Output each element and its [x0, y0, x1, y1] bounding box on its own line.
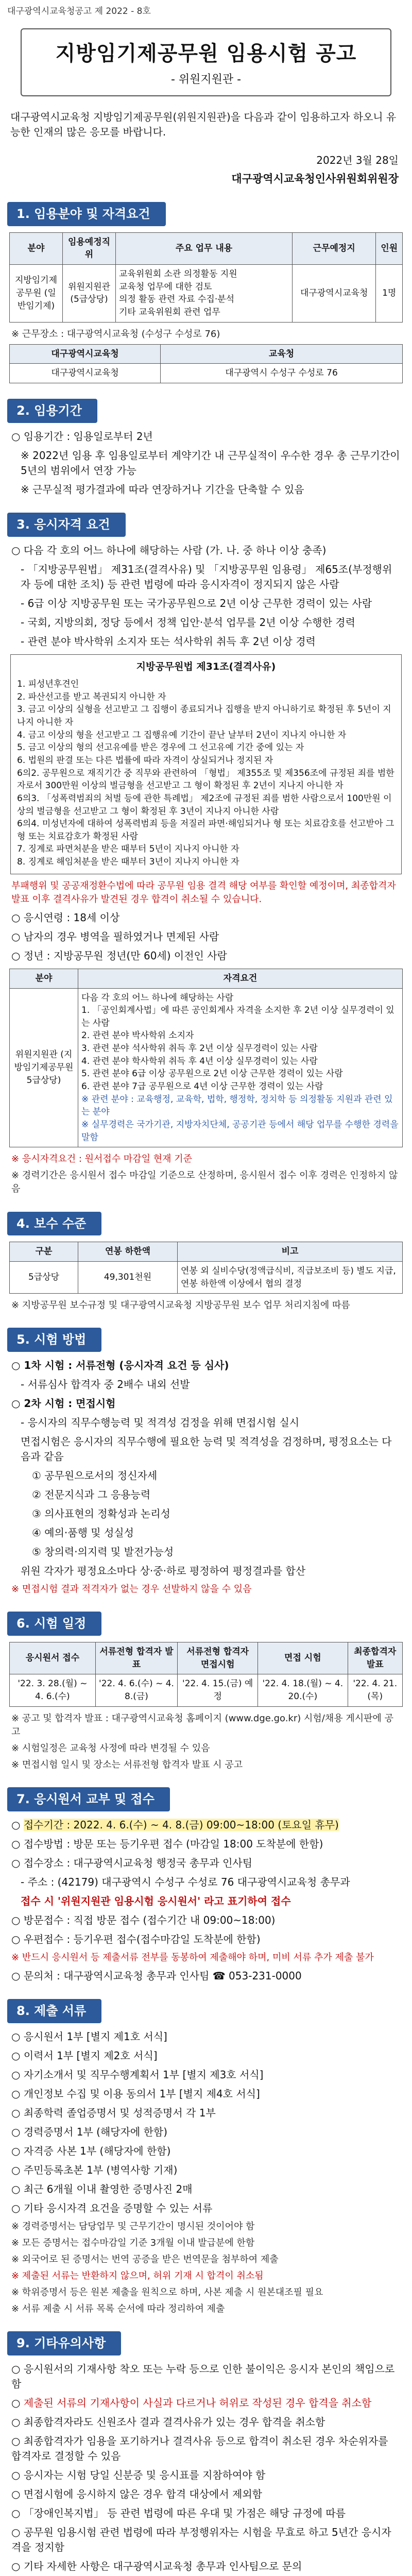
- qt-req-note: ※ 관련 분야 : 교육행정, 교육학, 법학, 행정학, 정치학 등 의정활동 지원과 관련 있는 분야: [81, 1094, 393, 1117]
- interview-criterion: ③ 의사표현의 정확성과 논리성: [32, 1507, 170, 1520]
- qt-th-field: 분야: [10, 969, 78, 988]
- cell-duties: [116, 265, 293, 323]
- sch-cell: '22. 3. 28.(월) ~ 4. 6.(수): [10, 1674, 96, 1706]
- schedule-note: ※ 시험일정은 교육청 사정에 따라 변경될 수 있음: [11, 1742, 210, 1754]
- apply-address: - 주소 : (42179) 대구광역시 수성구 수성로 76 대구광역시교육청 총무과: [21, 1875, 350, 1888]
- positions-table: [9, 232, 403, 323]
- term-item: ※ 근무실적 평가결과에 따라 연장하거나 기간을 단축할 수 있음: [21, 483, 304, 496]
- qt-field: 위원지원관 (지방임기제공무원 5급상당): [10, 988, 78, 1147]
- announce-date: 2022년 3월 28일: [316, 154, 399, 166]
- section-3-heading: 3. 응시자격 요건: [7, 513, 126, 537]
- disq-line: 8. 징계로 해임처분을 받은 때부터 3년이 지나지 아니한 자: [17, 857, 239, 868]
- th-field: 분야: [10, 232, 63, 264]
- section-9-heading: 9. 기타유의사항: [7, 2331, 121, 2355]
- doc-note: ※ 외국어로 된 증명서는 번역 공증을 받은 번역문을 첨부하여 제출: [11, 2253, 279, 2265]
- apply-item: ○ 접수방법 : 방문 또는 등기우편 접수 (마감일 18:00 도착분에 한함): [11, 1837, 323, 1850]
- exam-step-detail: - 서류심사 합격자 중 2배수 내외 선발: [21, 1378, 190, 1391]
- qt-req: 5. 관련 분야 6급 이상 공무원으로 2년 이상 근무한 경력이 있는 사람: [81, 1069, 343, 1079]
- qt-req-note: ※ 실무경력은 국가기관, 지방자치단체, 공공기관 등에서 해당 업무를 수행한 경력을 말함: [81, 1119, 399, 1143]
- section-6-heading: 6. 시험 일정: [7, 1612, 101, 1636]
- interview-note: ※ 면접시험 결과 적격자가 없는 경우 선발하지 않을 수 있음: [11, 1584, 252, 1595]
- doc-item: ○ 이력서 1부 [별지 제2호 서식]: [11, 2049, 158, 2062]
- disq-line: 4. 금고 이상의 형을 선고받고 그 집행유예 기간이 끝난 날부터 2년이 지나지 아니한 자: [17, 730, 347, 740]
- qual-intro: ○ 다음 각 호의 어느 하나에 해당하는 사람 (가. 나. 중 하나 이상 충족): [11, 544, 327, 556]
- sal-amount: 49,301천원: [78, 1261, 178, 1293]
- sch-th: 서류전형 합격자 면접시험: [178, 1642, 258, 1674]
- section-4-heading: 4. 보수 수준: [7, 1212, 101, 1236]
- military-item: ○ 남자의 경우 병역을 필하였거나 면제된 사람: [11, 930, 219, 943]
- doc-item: ○ 최근 6개월 이내 촬영한 증명사진 2매: [11, 2182, 193, 2195]
- duty-item: 교육청 업무에 대한 검토: [119, 281, 212, 292]
- qualification-table: [9, 969, 403, 1147]
- schedule-note: ※ 공고 및 합격자 발표 : 대구광역시교육청 홈페이지 (www.dge.go.kr) 시험/채용 게시판에 공고: [11, 1713, 393, 1737]
- qual-item: - 「지방공무원법」 제31조(결격사유) 및 「지방공무원 임용령」 제65조(부정행위자 등에 대한 조치) 등 관련 법령에 따라 응시자격이 정지되지 않은 사람: [21, 563, 392, 590]
- disq-line: 2. 파산선고를 받고 복권되지 아니한 자: [17, 691, 166, 702]
- sch-th: 응시원서 접수: [10, 1642, 96, 1674]
- notice-item: ○ 기타 자세한 사항은 대구광역시교육청 총무과 인사팀으로 문의: [11, 2560, 302, 2573]
- cell-location: 대구광역시교육청: [293, 265, 376, 323]
- sal-remark: 연봉 외 실비수당(정액급식비, 직급보조비 등) 별도 지급, 연봉 하한액 이상에서 협의 결정: [178, 1261, 403, 1293]
- th-location: 근무예정지: [293, 232, 376, 264]
- disq-line: 1. 피성년후견인: [17, 679, 79, 690]
- schedule-table: [9, 1642, 403, 1707]
- disq-warning: 부패행위 및 공공재정환수법에 따라 공무원 임용 결격 해당 여부를 확인할 예정이며, 최종합격자 발표 이후 결격사유가 발견된 경우 합격이 취소될 수 있습니다.: [11, 880, 396, 905]
- doc-item: ○ 응시원서 1부 [별지 제1호 서식]: [11, 2030, 167, 2043]
- doc-item: ○ 주민등록초본 1부 (병역사항 기재): [11, 2163, 178, 2176]
- doc-note: ※ 서류 제출 시 서류 목록 순서에 따라 정리하여 제출: [11, 2303, 225, 2315]
- doc-item: ○ 자기소개서 및 직무수행계획서 1부 [별지 제3호 서식]: [11, 2068, 264, 2081]
- section-2-heading: 2. 임용기간: [7, 399, 97, 423]
- intro-text: 대구광역시교육청 지방임기제공무원(위원지원관)을 다음과 같이 임용하고자 하오니 유능한 인재의 많은 응모를 바랍니다.: [10, 110, 397, 138]
- term-item: ※ 2022년 임용 후 임용일로부터 계약기간 내 근무실적이 우수한 경우 총 근무기간이 5년의 범위에서 연장 가능: [21, 449, 400, 477]
- exam-step-detail: - 응시자의 직무수행능력 및 적격성 검정을 위해 면접시험 실시: [21, 1416, 300, 1429]
- doc-note: ※ 경력증명서는 담당업무 및 근무기간이 명시된 것이어야 함: [11, 2221, 255, 2232]
- section-8-heading: 8. 제출 서류: [7, 1999, 101, 2023]
- table1-note: ※ 근무장소 : 대구광역시교육청 (수성구 수성로 76): [11, 328, 220, 340]
- notice-item: ○ 응시원서의 기재사항 착오 또는 누락 등으로 인한 불이익은 응시자 본인의 책임으로 함: [11, 2363, 395, 2391]
- qual-item: - 관련 분야 박사학위 소지자 또는 석사학위 취득 후 2년 이상 경력: [21, 635, 316, 648]
- announce-org: 대구광역시교육청인사위원회위원장: [231, 172, 399, 185]
- qt-req: 다음 각 호의 어느 하나에 해당하는 사람: [81, 992, 234, 1003]
- page-title: 지방임기제공무원 임용시험 공고: [55, 41, 357, 65]
- qt-req: 6. 관련 분야 7급 공무원으로 4년 이상 근무한 경력이 있는 사람: [81, 1081, 323, 1092]
- qt-req: 4. 관련 분야 학사학위 취득 후 4년 이상 실무경력이 있는 사람: [81, 1056, 318, 1066]
- disq-line: 6. 법원의 판결 또는 다른 법률에 따라 자격이 상실되거나 정지된 자: [17, 755, 273, 766]
- notice-item: ○ 「장애인복지법」 등 관련 법령에 따른 우대 및 가점은 해당 규정에 따름: [11, 2507, 346, 2520]
- loc-cell-2: 대구광역시 수성구 수성로 76: [161, 364, 403, 383]
- th-position: 임용예정직위: [63, 232, 116, 264]
- loc-th-2: 교육청: [161, 344, 403, 364]
- sal-th-2: 연봉 하한액: [78, 1242, 178, 1262]
- apply-emphasis: 접수 시 '위원지원관 임용시험 응시원서' 라고 표기하여 접수: [21, 1894, 291, 1907]
- apply-item: ○ 접수장소 : 대구광역시교육청 행정국 총무과 인사팀: [11, 1856, 253, 1869]
- sch-cell: '22. 4. 21.(목): [348, 1674, 402, 1706]
- loc-th-1: 대구광역시교육청: [10, 344, 161, 364]
- disqualification-title: 지방공무원법 제31조(결격사유): [136, 660, 276, 672]
- notice-item: ○ 면접시험에 응시하지 않은 경우 합격 대상에서 제외함: [11, 2488, 262, 2501]
- doc-note: ※ 모든 증명서는 접수마감일 기준 3개월 이내 발급분에 한함: [11, 2237, 255, 2248]
- section-7-heading: 7. 응시원서 교부 및 접수: [7, 1787, 170, 1811]
- th-count: 인원: [376, 232, 403, 264]
- sch-cell: '22. 4. 6.(수) ~ 4. 8.(금): [95, 1674, 177, 1706]
- apply-more: ○ 방문접수 : 직접 방문 접수 (접수기간 내 09:00~18:00): [11, 1913, 276, 1926]
- qual-date-note: ※ 응시자격요건 : 원서접수 마감일 현재 기준: [11, 1154, 193, 1165]
- cell-position: 위원지원관 (5급상당): [63, 265, 116, 323]
- age-item: ○ 응시연령 : 18세 이상: [11, 911, 120, 924]
- location-table: [9, 344, 403, 383]
- apply-more: ○ 우편접수 : 등기우편 접수(접수마감일 도착분에 한함): [11, 1933, 261, 1945]
- interview-criterion: ④ 예의·품행 및 성실성: [32, 1527, 134, 1539]
- disq-line: 3. 금고 이상의 실형을 선고받고 그 집행이 종료되거나 집행을 받지 아니하기로 확정된 후 5년이 지나지 아니한 자: [17, 704, 391, 728]
- salary-table: [9, 1242, 403, 1294]
- sch-cell: '22. 4. 15.(금) 예정: [178, 1674, 258, 1706]
- disq-line: 5. 금고 이상의 형의 선고유예를 받은 경우에 그 선고유예 기간 중에 있는 자: [17, 742, 304, 753]
- qual-item: - 6급 이상 지방공무원 또는 국가공무원으로 2년 이상 근무한 경력이 있는 사람: [21, 597, 372, 609]
- qt-th-req: 자격요건: [78, 969, 403, 988]
- duty-item: 기타 교육위원회 관련 업무: [119, 307, 220, 317]
- title-box: [21, 28, 391, 96]
- doc-item: ○ 개인정보 수집 및 이용 동의서 1부 [별지 제4호 서식]: [11, 2087, 260, 2100]
- sch-th: 최종합격자 발표: [348, 1642, 402, 1674]
- notice-item: ○ 응시자는 시험 당일 신분증 및 응시표를 지참하여야 함: [11, 2469, 266, 2482]
- th-duties: 주요 업무 내용: [116, 232, 293, 264]
- term-item: ○ 임용기간 : 임용일로부터 2년: [11, 430, 153, 443]
- disq-line: 6의2. 공무원으로 재직기간 중 직무와 관련하여 「형법」 제355조 및 제356조에 규정된 죄를 범한 자로서 300만원 이상의 벌금형을 선고받고 그 형이 확정된 후 2년이 지나지 아니한 자: [17, 768, 394, 791]
- apply-item: ○ 접수기간 : 2022. 4. 6.(수) ~ 4. 8.(금) 09:00~18:00 (토요일 휴무): [11, 1818, 339, 1831]
- schedule-note: ※ 면접시험 일시 및 장소는 서류전형 합격자 발표 시 공고: [11, 1759, 243, 1770]
- notice-item: ○ 공무원 임용시험 관련 법령에 따라 부정행위자는 시험을 무효로 하고 5년간 응시자격을 정지함: [11, 2526, 391, 2554]
- announcement-number: 대구광역시교육청공고 제 2022 - 8호: [7, 6, 151, 16]
- sch-cell: '22. 4. 18.(월) ~ 4. 20.(수): [258, 1674, 348, 1706]
- notice-item: ○ 제출된 서류의 기재사항이 사실과 다르거나 허위로 작성된 경우 합격을 취소함: [11, 2397, 372, 2410]
- exam-step: ○ 1차 시험 : 서류전형 (응시자격 요건 등 심사): [11, 1359, 229, 1372]
- doc-item: ○ 자격증 사본 1부 (해당자에 한함): [11, 2144, 171, 2157]
- notice-item: ○ 최종합격자가 임용을 포기하거나 결격사유 등으로 합격이 취소된 경우 차순위자를 합격자로 결정할 수 있음: [11, 2435, 388, 2463]
- sch-th: 면접 시험: [258, 1642, 348, 1674]
- interview-detail: 위원 각자가 평정요소마다 상·중·하로 평정하여 평정결과를 합산: [21, 1565, 306, 1578]
- section-1-heading: 1. 임용분야 및 자격요건: [7, 202, 166, 226]
- duty-item: 교육위원회 소관 의정활동 지원: [119, 269, 237, 280]
- notice-item: ○ 최종합격자라도 신원조사 결과 결격사유가 있는 경우 합격을 취소함: [11, 2416, 325, 2429]
- cell-field: 지방임기제공무원 (일반임기제): [10, 265, 63, 323]
- interview-criterion: ② 전문지식과 그 응용능력: [32, 1488, 151, 1501]
- page-subtitle: - 위원지원관 -: [170, 73, 242, 86]
- duty-item: 의정 활동 관련 자료 수집·분석: [119, 294, 235, 305]
- qt-req: 2. 관련 분야 박사학위 소지자: [81, 1030, 194, 1041]
- apply-warning: ※ 반드시 응시원서 등 제출서류 전부를 동봉하여 제출해야 하며, 미비 서류 추가 제출 불가: [11, 1952, 374, 1963]
- section-5-heading: 5. 시험 방법: [7, 1328, 101, 1352]
- doc-item: ○ 경력증명서 1부 (해당자에 한함): [11, 2125, 168, 2138]
- interview-detail: 면접시험은 응시자의 직무수행에 필요한 능력 및 적격성을 검정하며, 평정요소는 다음과 같음: [21, 1435, 392, 1463]
- qt-reqs: [78, 988, 403, 1147]
- exam-step: ○ 2차 시험 : 면접시험: [11, 1397, 116, 1410]
- sal-th-3: 비고: [178, 1242, 403, 1262]
- qual-career-note: ※ 경력기간은 응시원서 접수 마감일 기준으로 산정하며, 응시원서 접수 이후 경력은 인정하지 않음: [11, 1170, 398, 1195]
- qt-req: 1. 「공인회계사법」에 따른 공인회계사 자격을 소지한 후 2년 이상 실무경력이 있는 사람: [81, 1005, 394, 1028]
- interview-criterion: ① 공무원으로서의 정신자세: [32, 1469, 158, 1482]
- doc-note: ※ 제출된 서류는 반환하지 않으며, 허위 기재 시 합격이 취소됨: [11, 2270, 264, 2281]
- qt-req: 3. 관련 분야 석사학위 취득 후 2년 이상 실무경력이 있는 사람: [81, 1043, 318, 1054]
- apply-contact: ○ 문의처 : 대구광역시교육청 총무과 인사팀 ☎ 053-231-0000: [11, 1969, 302, 1982]
- doc-item: ○ 최종학력 졸업증명서 및 성적증명서 각 1부: [11, 2106, 216, 2119]
- sch-th: 서류전형 합격자 발표: [95, 1642, 177, 1674]
- cell-count: 1명: [376, 265, 403, 323]
- disqualification-box: [10, 654, 402, 874]
- disq-line: 6의3. 「성폭력범죄의 처벌 등에 관한 특례법」 제2조에 규정된 죄를 범한 사람으로서 100만원 이상의 벌금형을 선고받고 그 형이 확정된 후 3년이 지나지 아니한 사람: [17, 793, 392, 817]
- loc-cell-1: 대구광역시교육청: [10, 364, 161, 383]
- disq-line: 6의4. 미성년자에 대하여 성폭력범죄 등을 저질러 파면·해임되거나 형 또는 치료감호를 선고받아 그 형 또는 치료감호가 확정된 사람: [17, 819, 394, 842]
- doc-item: ○ 기타 응시자격 요건을 증명할 수 있는 서류: [11, 2201, 213, 2214]
- retire-item: ○ 정년 : 지방공무원 정년(만 60세) 이전인 사람: [11, 949, 227, 962]
- qual-item: - 국회, 지방의회, 정당 등에서 정책 입안·분석 업무를 2년 이상 수행한 경력: [21, 616, 355, 629]
- disq-line: 7. 징계로 파면처분을 받은 때부터 5년이 지나지 아니한 자: [17, 844, 239, 855]
- interview-criterion: ⑤ 창의력·의지력 및 발전가능성: [32, 1546, 174, 1558]
- salary-note: ※ 지방공무원 보수규정 및 대구광역시교육청 지방공무원 보수 업무 처리지침에 따름: [11, 1300, 350, 1311]
- doc-note: ※ 학위증명서 등은 원본 제출을 원칙으로 하며, 사본 제출 시 원본대조필 필요: [11, 2287, 323, 2298]
- sal-grade: 5급상당: [10, 1261, 78, 1293]
- sal-th-1: 구분: [10, 1242, 78, 1262]
